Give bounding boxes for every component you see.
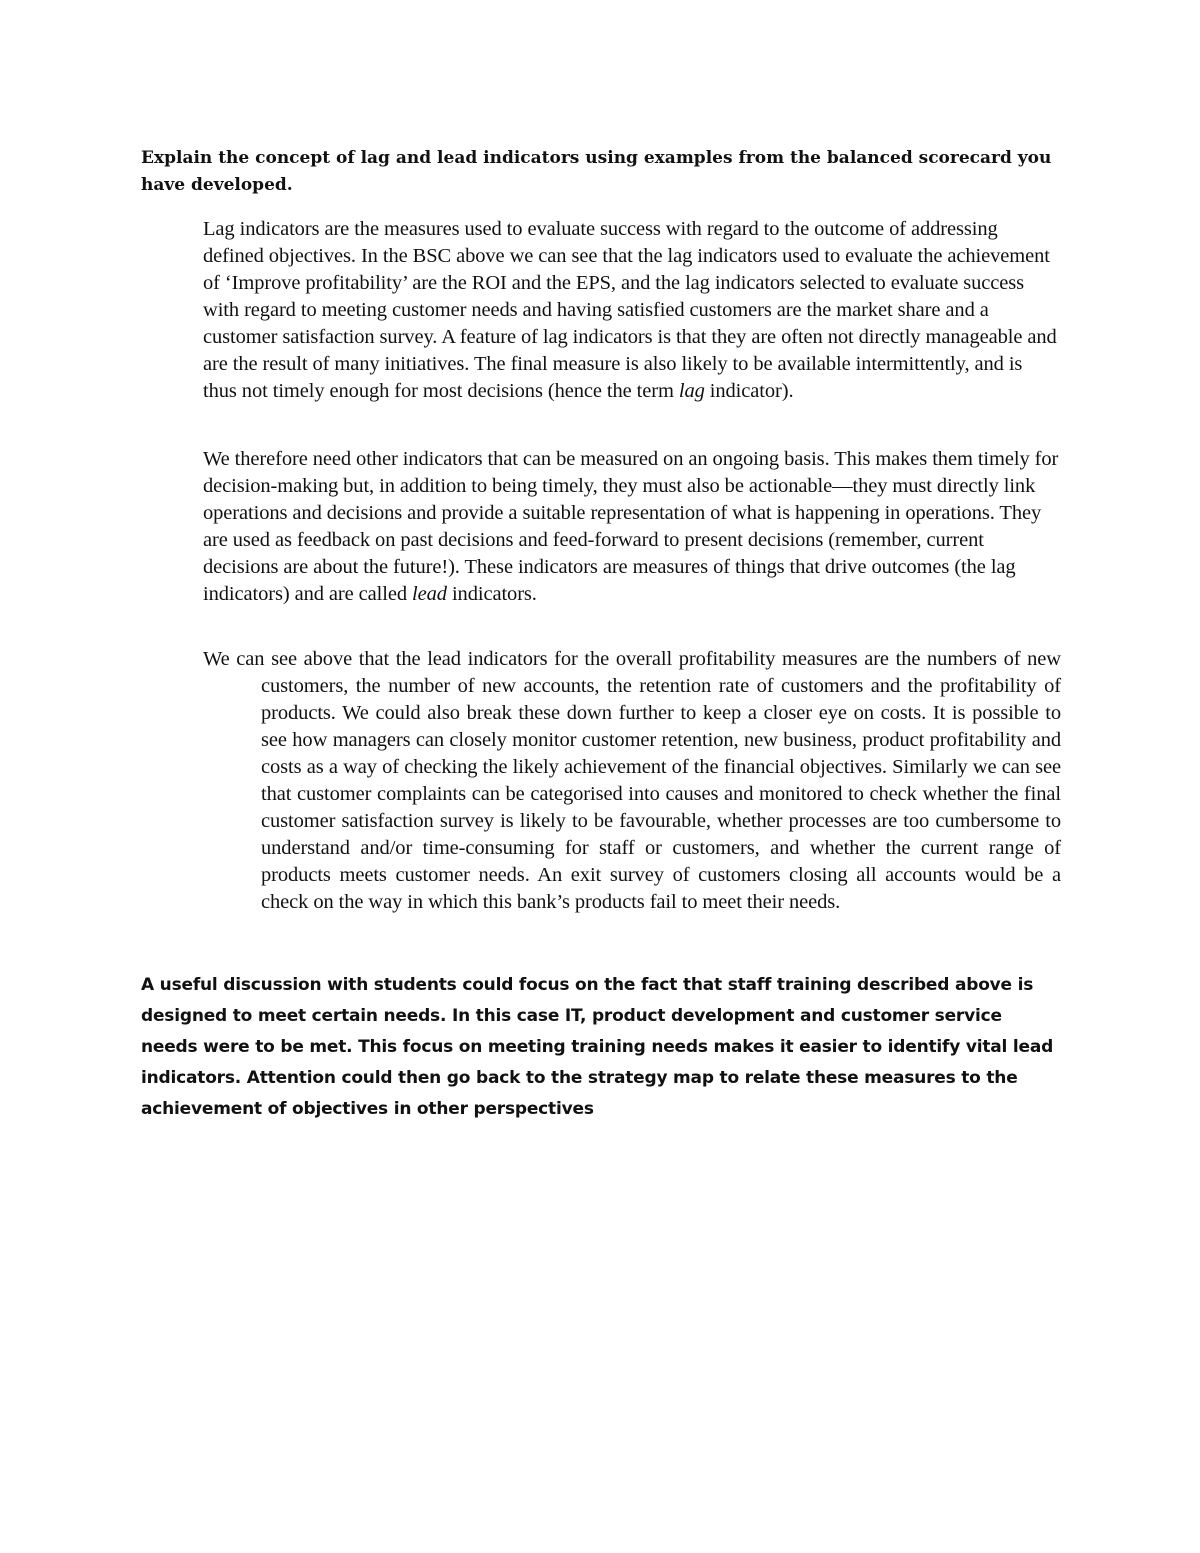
discussion-note: A useful discussion with students could focus on the fact that staff training described above is designed to meet certain needs. In this case IT, product development and customer service needs were to be met. This focus on meeting training needs makes it easier to identify vital lead indicators. Attention could then go back to the strategy map to relate these measures to the achievement of objectives in other perspectives — [141, 975, 1054, 1119]
paragraph-text: indicator). — [704, 380, 794, 402]
paragraph-text: Lag indicators are the measures used to evaluate success with regard to the outcome of addressing defined objectives. In the BSC above we can see that the lag indicators used to evaluate the achievement of ‘Improve profitability’ are the ROI and the EPS, and the lag indicators selected to evaluate success with regard to meeting customer needs and having satisfied customers are the market share and a customer satisfaction survey. A feature of lag indicators is that they are often not directly manageable and are the result of many initiatives. The final measure is also likely to be available intermittently, and is thus not timely enough for most decisions (hence the term — [203, 218, 1057, 402]
answer-paragraph-examples: We can see above that the lead indicators for the overall profitability measures are the numbers of new customers, the number of new accounts, the retention rate of customers and the profitability of products. We could also break these down further to keep a closer eye on costs. It is possible to see how managers can closely monitor customer retention, new business, product profitability and costs as a way of checking the likely achievement of the financial objectives. Similarly we can see that customer complaints can be categorised into causes and monitored to check whether the final customer satisfaction survey is likely to be favourable, whether processes are too cumbersome to understand and/or time-consuming for staff or customers, and whether the current range of products meets customer needs. An exit survey of customers closing all accounts would be a check on the way in which this bank’s products fail to meet their needs. — [203, 648, 1061, 913]
answer-paragraph-lag — [203, 216, 1061, 405]
emphasis-term-lead: lead — [412, 583, 447, 605]
answer-paragraph-lead — [203, 446, 1061, 608]
question-heading: Explain the concept of lag and lead indicators using examples from the balanced scorecard you have developed. — [141, 148, 1052, 195]
emphasis-term-lag: lag — [678, 380, 705, 402]
paragraph-text: indicators. — [446, 583, 537, 605]
paragraph-text: We therefore need other indicators that can be measured on an ongoing basis. This makes them timely for decision-making but, in addition to being timely, they must also be actionable—they must directly link operations and decisions and provide a suitable representation of what is happening in operations. They are used as feedback on past decisions and feed-forward to present decisions (remember, current decisions are about the future!). These indicators are measures of things that drive outcomes (the lag indicators) and are called — [203, 448, 1059, 605]
